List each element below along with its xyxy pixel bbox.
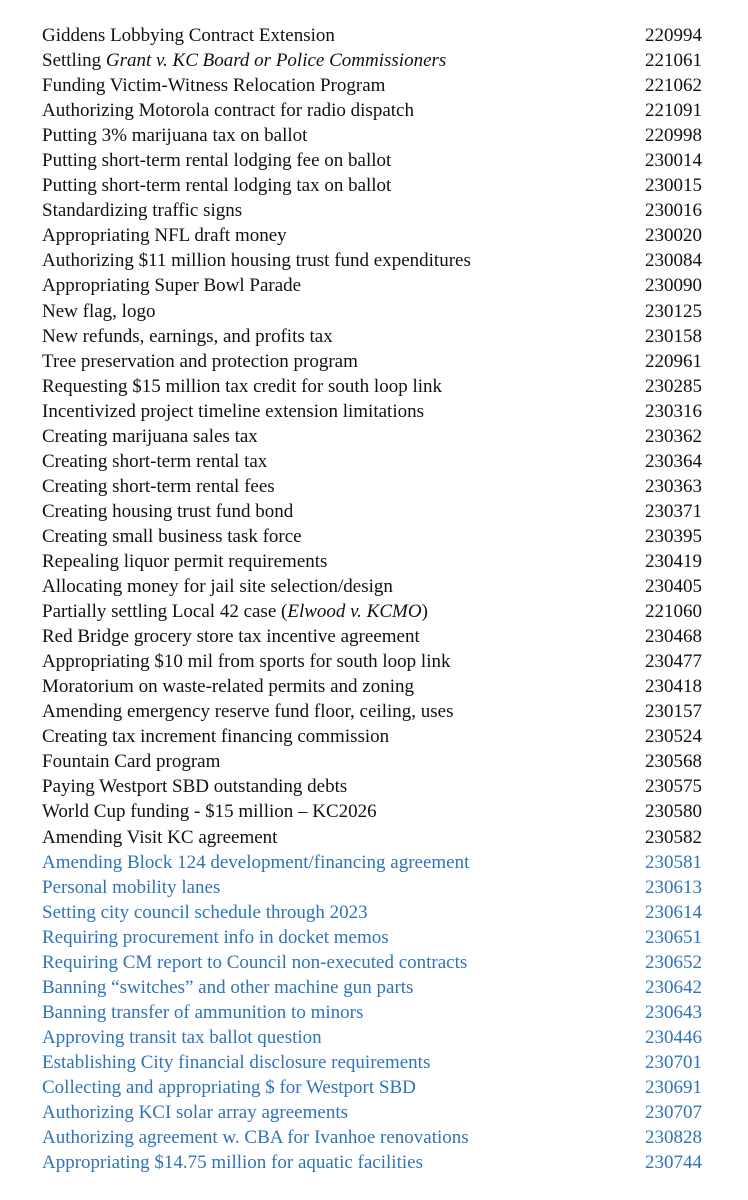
ordinance-description	[42, 248, 622, 273]
ordinance-description	[42, 73, 622, 98]
ordinance-row	[42, 975, 702, 1000]
ordinance-description	[42, 23, 622, 48]
ordinance-number: 230568	[645, 751, 702, 773]
ordinance-number: 221061	[645, 50, 702, 72]
ordinance-row	[42, 574, 702, 599]
description-text: Amending emergency reserve fund floor, ceiling, uses	[42, 701, 454, 723]
ordinance-description	[42, 699, 622, 724]
ordinance-number: 230468	[645, 626, 702, 648]
ordinance-number: 230580	[645, 801, 702, 823]
description-text: Approving transit tax ballot question	[42, 1026, 322, 1048]
ordinance-list	[42, 23, 702, 1175]
ordinance-description	[42, 499, 622, 524]
ordinance-row	[42, 900, 702, 925]
ordinance-number: 220994	[645, 25, 702, 46]
ordinance-description	[42, 900, 622, 925]
description-text: Amending Block 124 development/financing agreement	[42, 851, 470, 873]
ordinance-row	[42, 875, 702, 900]
ordinance-row	[42, 549, 702, 574]
description-text: Appropriating Super Bowl Parade	[42, 275, 302, 297]
ordinance-description	[42, 1050, 622, 1075]
ordinance-row	[42, 48, 702, 73]
ordinance-description	[42, 1000, 622, 1025]
description-text: Creating small business task force	[42, 525, 302, 547]
description-text: Creating housing trust fund bond	[42, 500, 294, 522]
ordinance-description	[42, 925, 622, 950]
ordinance-row	[42, 198, 702, 223]
ordinance-number: 230371	[645, 500, 702, 522]
ordinance-row	[42, 524, 702, 549]
ordinance-number: 230285	[645, 375, 702, 397]
description-text: Moratorium on waste-related permits and zoning	[42, 676, 414, 698]
ordinance-description	[42, 1025, 622, 1050]
ordinance-description	[42, 48, 622, 73]
ordinance-description	[42, 749, 622, 774]
ordinance-description	[42, 98, 622, 123]
ordinance-row	[42, 1000, 702, 1025]
description-text: Authorizing Motorola contract for radio dispatch	[42, 100, 414, 122]
description-text: Appropriating $10 mil from sports for south loop link	[42, 651, 451, 673]
ordinance-description	[42, 324, 622, 349]
description-text: Putting short-term rental lodging tax on ballot	[42, 175, 392, 197]
ordinance-row	[42, 148, 702, 173]
ordinance-description	[42, 975, 622, 1000]
ordinance-description	[42, 950, 622, 975]
ordinance-number: 230582	[645, 826, 702, 848]
description-text: Requiring procurement info in docket memos	[42, 926, 389, 948]
ordinance-number: 230651	[645, 926, 702, 948]
ordinance-row	[42, 1100, 702, 1125]
ordinance-description	[42, 198, 622, 223]
ordinance-row	[42, 173, 702, 198]
description-text: Setting city council schedule through 2023	[42, 901, 368, 923]
ordinance-description	[42, 223, 622, 248]
ordinance-number: 230125	[645, 300, 702, 322]
ordinance-number: 230316	[645, 400, 702, 422]
ordinance-row	[42, 299, 702, 324]
description-text: Amending Visit KC agreement	[42, 826, 278, 848]
ordinance-row	[42, 223, 702, 248]
ordinance-description	[42, 148, 622, 173]
ordinance-row	[42, 799, 702, 824]
ordinance-description	[42, 299, 622, 324]
ordinance-row	[42, 1075, 702, 1100]
ordinance-row	[42, 774, 702, 799]
ordinance-row	[42, 73, 702, 98]
case-name: Grant v. KC Board or Police Commissioners	[105, 50, 447, 72]
description-text: Creating marijuana sales tax	[42, 425, 258, 447]
description-text: Appropriating NFL draft money	[42, 225, 287, 247]
ordinance-number: 220961	[645, 350, 702, 372]
ordinance-description	[42, 424, 622, 449]
ordinance-number: 230828	[645, 1127, 702, 1149]
ordinance-row	[42, 749, 702, 774]
ordinance-description	[42, 449, 622, 474]
description-text: Funding Victim-Witness Relocation Program	[42, 75, 386, 97]
ordinance-description	[42, 724, 622, 749]
ordinance-number: 230642	[645, 976, 702, 998]
ordinance-number: 230477	[645, 651, 702, 673]
ordinance-description	[42, 374, 622, 399]
description-text: Fountain Card program	[42, 751, 221, 773]
ordinance-row	[42, 850, 702, 875]
ordinance-description	[42, 674, 622, 699]
ordinance-description	[42, 549, 622, 574]
ordinance-number: 230419	[645, 550, 702, 572]
ordinance-row	[42, 1025, 702, 1050]
ordinance-description	[42, 850, 622, 875]
ordinance-description	[42, 574, 622, 599]
ordinance-row	[42, 925, 702, 950]
ordinance-number: 230613	[645, 876, 702, 898]
ordinance-number: 230614	[645, 901, 702, 923]
ordinance-row	[42, 674, 702, 699]
description-text: Collecting and appropriating $ for Westport SBD	[42, 1076, 416, 1098]
ordinance-row	[42, 624, 702, 649]
ordinance-number: 230363	[645, 475, 702, 497]
ordinance-description	[42, 825, 622, 850]
ordinance-number: 230652	[645, 951, 702, 973]
ordinance-number: 230691	[645, 1076, 702, 1098]
ordinance-number: 230405	[645, 576, 702, 598]
ordinance-row	[42, 599, 702, 624]
ordinance-number: 230524	[645, 726, 702, 748]
description-text: Appropriating $14.75 million for aquatic facilities	[42, 1152, 423, 1174]
description-text: Banning transfer of ammunition to minors	[42, 1001, 364, 1023]
description-text: Requiring CM report to Council non-executed contracts	[42, 951, 468, 973]
ordinance-description	[42, 1150, 622, 1175]
ordinance-description	[42, 474, 622, 499]
description-text: Tree preservation and protection program	[42, 350, 358, 372]
ordinance-description	[42, 799, 622, 824]
ordinance-row	[42, 1050, 702, 1075]
ordinance-description	[42, 399, 622, 424]
ordinance-description	[42, 599, 622, 624]
ordinance-row	[42, 950, 702, 975]
ordinance-row	[42, 399, 702, 424]
ordinance-number: 230020	[645, 225, 702, 247]
ordinance-description	[42, 123, 622, 148]
description-text: Authorizing $11 million housing trust fund expenditures	[42, 250, 471, 272]
ordinance-number: 230157	[645, 701, 702, 723]
description-text: Personal mobility lanes	[42, 876, 221, 898]
description-text: Creating short-term rental fees	[42, 475, 275, 497]
ordinance-description	[42, 624, 622, 649]
description-text: Creating short-term rental tax	[42, 450, 268, 472]
ordinance-number: 220998	[645, 125, 702, 147]
ordinance-row	[42, 248, 702, 273]
ordinance-number: 230158	[645, 325, 702, 347]
ordinance-number: 230362	[645, 425, 702, 447]
ordinance-row	[42, 374, 702, 399]
description-text: Partially settling Local 42 case (	[42, 601, 288, 623]
ordinance-row	[42, 349, 702, 374]
ordinance-row	[42, 649, 702, 674]
ordinance-number: 221060	[645, 601, 702, 623]
description-text: World Cup funding - $15 million – KC2026	[42, 801, 377, 823]
ordinance-number: 230643	[645, 1001, 702, 1023]
ordinance-number: 230418	[645, 676, 702, 698]
description-text: Red Bridge grocery store tax incentive agreement	[42, 626, 420, 648]
description-text: New refunds, earnings, and profits tax	[42, 325, 333, 347]
ordinance-row	[42, 449, 702, 474]
description-text: Banning “switches” and other machine gun parts	[42, 976, 414, 998]
ordinance-number: 230701	[645, 1051, 702, 1073]
ordinance-number: 230446	[645, 1026, 702, 1048]
ordinance-row	[42, 23, 702, 48]
description-text: Creating tax increment financing commission	[42, 726, 390, 748]
description-text: Allocating money for jail site selection/design	[42, 576, 393, 598]
ordinance-row	[42, 123, 702, 148]
description-text: Incentivized project timeline extension limitations	[42, 400, 425, 422]
ordinance-number: 230575	[645, 776, 702, 798]
ordinance-description	[42, 524, 622, 549]
ordinance-number: 230015	[645, 175, 702, 197]
description-text: Putting 3% marijuana tax on ballot	[42, 125, 308, 147]
ordinance-number: 230084	[645, 250, 702, 272]
ordinance-description	[42, 173, 622, 198]
ordinance-description	[42, 774, 622, 799]
ordinance-number: 230395	[645, 525, 702, 547]
ordinance-row	[42, 499, 702, 524]
description-text: Repealing liquor permit requirements	[42, 550, 328, 572]
ordinance-description	[42, 649, 622, 674]
ordinance-row	[42, 724, 702, 749]
description-text: Settling	[42, 50, 106, 72]
ordinance-row	[42, 474, 702, 499]
ordinance-number: 230744	[645, 1152, 702, 1174]
ordinance-number: 230014	[645, 150, 702, 172]
ordinance-number: 230581	[645, 851, 702, 873]
case-name: Elwood v. KCMO	[287, 601, 422, 623]
description-text: Establishing City financial disclosure requirements	[42, 1051, 431, 1073]
description-text: Requesting $15 million tax credit for south loop link	[42, 375, 443, 397]
ordinance-description	[42, 875, 622, 900]
ordinance-number: 221062	[645, 75, 702, 97]
ordinance-description	[42, 1075, 622, 1100]
ordinance-description	[42, 1100, 622, 1125]
ordinance-description	[42, 349, 622, 374]
description-text: Authorizing KCI solar array agreements	[42, 1102, 349, 1124]
ordinance-description	[42, 1125, 622, 1150]
ordinance-row	[42, 424, 702, 449]
ordinance-row	[42, 699, 702, 724]
ordinance-number: 230016	[645, 200, 702, 222]
description-text: New flag, logo	[42, 300, 156, 322]
ordinance-row	[42, 273, 702, 298]
description-text-end: )	[421, 601, 428, 623]
ordinance-row	[42, 1125, 702, 1150]
ordinance-number: 230364	[645, 450, 702, 472]
ordinance-number: 221091	[645, 100, 702, 122]
ordinance-number: 230090	[645, 275, 702, 297]
ordinance-row	[42, 98, 702, 123]
ordinance-description	[42, 273, 622, 298]
ordinance-number: 230707	[645, 1102, 702, 1124]
description-text: Putting short-term rental lodging fee on ballot	[42, 150, 392, 172]
ordinance-row	[42, 324, 702, 349]
description-text: Giddens Lobbying Contract Extension	[42, 25, 335, 46]
ordinance-row	[42, 1150, 702, 1175]
description-text: Authorizing agreement w. CBA for Ivanhoe renovations	[42, 1127, 469, 1149]
ordinance-row	[42, 825, 702, 850]
description-text: Standardizing traffic signs	[42, 200, 243, 222]
description-text: Paying Westport SBD outstanding debts	[42, 776, 348, 798]
